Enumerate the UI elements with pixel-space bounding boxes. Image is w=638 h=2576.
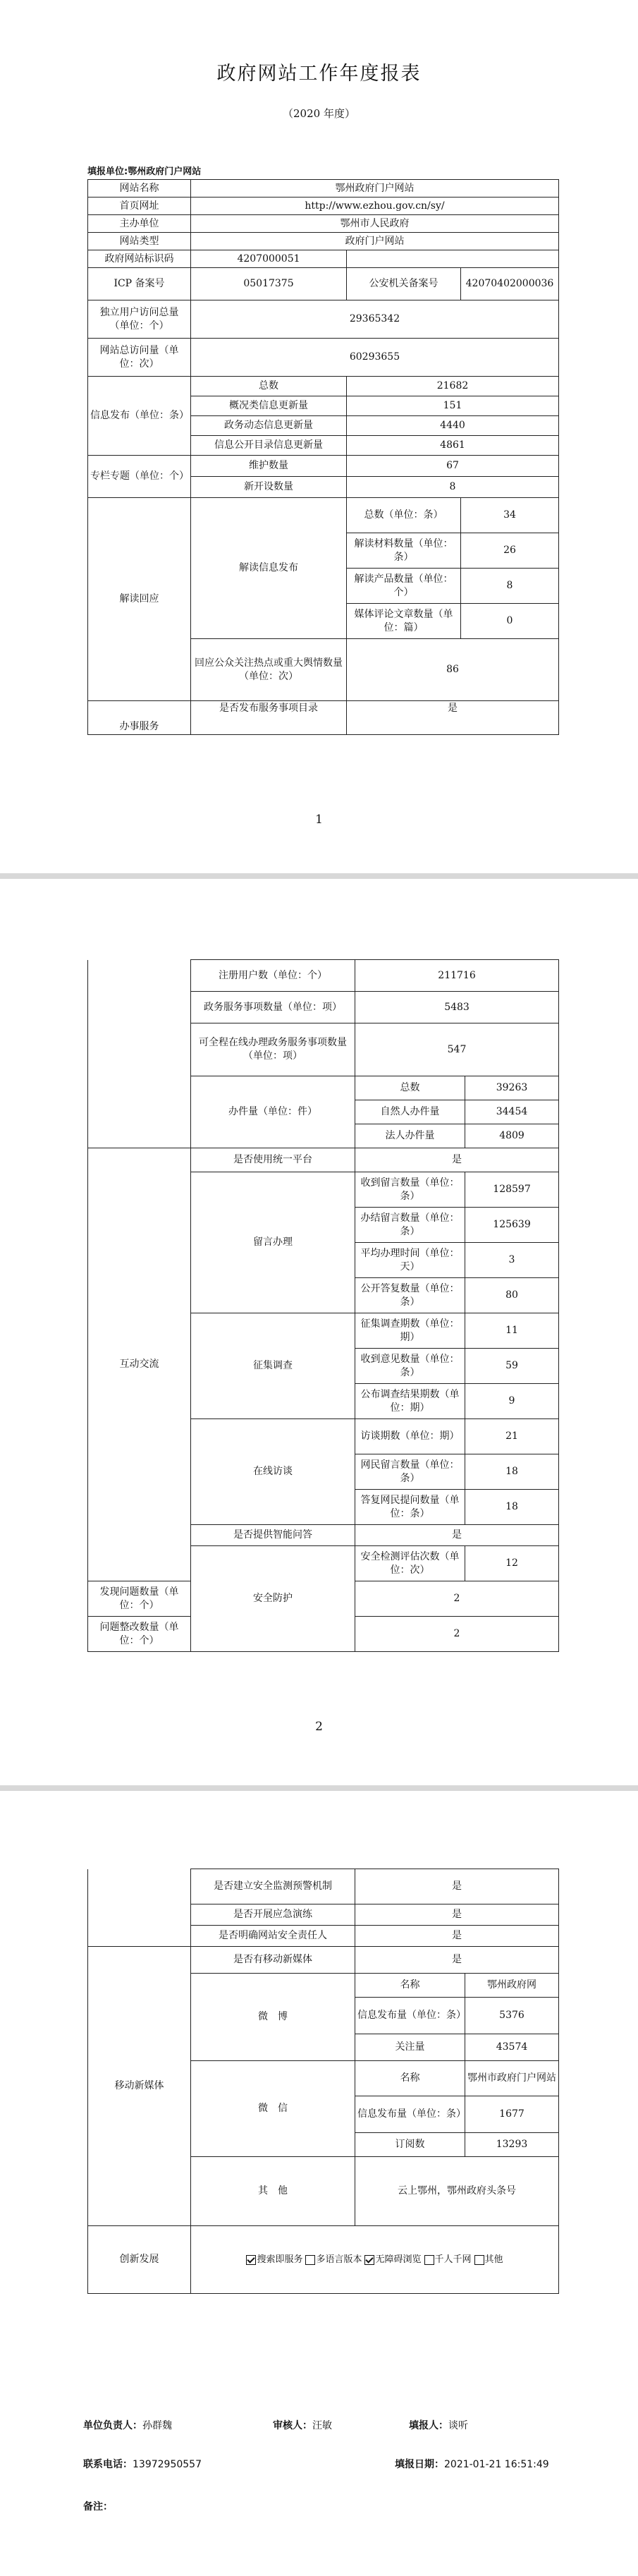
online-items-label: 可全程在线办理政务服务事项数量（单位：项） xyxy=(191,1023,355,1076)
security-media-table xyxy=(87,1869,559,2294)
mobile-media-label: 移动新媒体 xyxy=(88,1947,191,2226)
smart-qa-label: 是否提供智能问答 xyxy=(191,1525,355,1546)
interp-total-label: 总数（单位：条） xyxy=(347,498,461,533)
interview-msg-label: 网民留言数量（单位：条） xyxy=(355,1454,465,1490)
wechat-posts-value: 1677 xyxy=(465,2096,559,2133)
handled-person-value: 34454 xyxy=(465,1100,559,1124)
reg-users-label: 注册用户数（单位：个） xyxy=(191,960,355,992)
report-year: （2020 年度） xyxy=(283,107,355,120)
service-dir-label: 是否发布服务事项目录 xyxy=(191,701,347,735)
info-overview-value: 151 xyxy=(347,396,559,416)
info-news-label: 政务动态信息更新量 xyxy=(191,416,347,436)
msg-days-label: 平均办理时间（单位：天） xyxy=(355,1243,465,1278)
innovation-option-label: 搜索即服务 xyxy=(257,2254,303,2265)
innovation-label: 创新发展 xyxy=(88,2226,191,2294)
innovation-option xyxy=(474,2253,503,2266)
security-label: 安全防护 xyxy=(191,1546,355,1652)
interp-total-value: 34 xyxy=(461,498,559,533)
checked-checkbox-icon xyxy=(246,2255,256,2265)
sec-found-label: 发现问题数量（单位：个） xyxy=(88,1581,191,1617)
survey-opin-value: 59 xyxy=(465,1349,559,1384)
interp-product-label: 解读产品数量（单位：个） xyxy=(347,569,461,604)
innovation-option-label: 无障碍浏览 xyxy=(375,2254,422,2265)
site-code-value: 4207000051 xyxy=(191,250,347,268)
weibo-name-value: 鄂州政府网 xyxy=(465,1974,559,1998)
page-separator xyxy=(0,1785,638,1791)
service-dir-value: 是 xyxy=(347,701,559,735)
fill-date-value: 2021-01-21 16:51:49 xyxy=(444,2459,549,2470)
msg-recv-label: 收到留言数量（单位：条） xyxy=(355,1172,465,1208)
smart-qa-value: 是 xyxy=(355,1525,559,1546)
interview-msg-value: 18 xyxy=(465,1454,559,1490)
police-record-label: 公安机关备案号 xyxy=(347,268,461,300)
info-overview-label: 概况类信息更新量 xyxy=(191,396,347,416)
message-label: 留言办理 xyxy=(191,1172,355,1313)
icp-label: ICP 备案号 xyxy=(88,268,191,300)
site-type-label: 网站类型 xyxy=(88,233,191,250)
msg-pub-value: 80 xyxy=(465,1278,559,1313)
wechat-posts-label: 信息发布量（单位：条） xyxy=(355,2096,465,2133)
contact-phone-value: 13972950557 xyxy=(133,2459,202,2470)
survey-opin-label: 收到意见数量（单位：条） xyxy=(355,1349,465,1384)
service-interaction-table xyxy=(87,959,559,1652)
info-public-value: 4861 xyxy=(347,436,559,456)
handled-total-value: 39263 xyxy=(465,1076,559,1100)
monitor-value: 是 xyxy=(355,1869,559,1904)
wechat-label: 微 信 xyxy=(191,2061,355,2157)
interp-release-label: 解读信息发布 xyxy=(191,498,347,639)
handled-person-label: 自然人办件量 xyxy=(355,1100,465,1124)
survey-pub-label: 公布调查结果期数（单位：期） xyxy=(355,1384,465,1419)
responsible-value: 是 xyxy=(355,1926,559,1947)
checked-checkbox-icon xyxy=(364,2255,374,2265)
filler-value: 谈听 xyxy=(448,2420,468,2431)
drill-label: 是否开展应急演练 xyxy=(191,1904,355,1926)
survey-count-label: 征集调查期数（单位：期） xyxy=(355,1313,465,1349)
other-media-label: 其 他 xyxy=(191,2157,355,2226)
unit-head: 单位负责人：孙群魏 xyxy=(83,2420,172,2431)
innovation-option-label: 多语言版本 xyxy=(316,2254,362,2265)
site-type-value: 政府门户网站 xyxy=(191,233,559,250)
page-number-1: 1 xyxy=(315,813,323,827)
interpretation-label: 解读回应 xyxy=(88,498,191,701)
interp-material-label: 解读材料数量（单位：条） xyxy=(347,533,461,569)
msg-done-label: 办结留言数量（单位：条） xyxy=(355,1208,465,1243)
page-3 xyxy=(0,1791,638,2576)
wechat-subs-label: 订阅数 xyxy=(355,2133,465,2157)
weibo-posts-value: 5376 xyxy=(465,1998,559,2034)
reviewer: 审核人：汪敏 xyxy=(273,2420,332,2431)
innovation-option xyxy=(424,2253,472,2266)
service-label: 办事服务 xyxy=(88,701,191,735)
organizer-label: 主办单位 xyxy=(88,215,191,233)
msg-pub-label: 公开答复数量（单位：条） xyxy=(355,1278,465,1313)
reviewer-value: 汪敏 xyxy=(312,2420,332,2431)
report-title: 政府网站工作年度报表 xyxy=(216,63,422,85)
info-total-label: 总数 xyxy=(191,377,347,396)
column-maint-value: 67 xyxy=(347,456,559,477)
sec-fixed-value: 2 xyxy=(355,1617,559,1652)
interp-response-value: 86 xyxy=(347,639,559,701)
sec-eval-value: 12 xyxy=(465,1546,559,1581)
interaction-label: 互动交流 xyxy=(88,1148,191,1581)
contact-phone: 联系电话：13972950557 xyxy=(83,2459,202,2470)
weibo-label: 微 博 xyxy=(191,1974,355,2061)
survey-pub-value: 9 xyxy=(465,1384,559,1419)
weibo-fans-label: 关注量 xyxy=(355,2034,465,2061)
police-record-value: 42070402000036 xyxy=(461,268,559,300)
info-public-label: 信息公开目录信息更新量 xyxy=(191,436,347,456)
organizer-value: 鄂州市人民政府 xyxy=(191,215,559,233)
innovation-options xyxy=(191,2226,559,2294)
wechat-name-value: 鄂州市政府门户网站 xyxy=(465,2061,559,2096)
monitor-label: 是否建立安全监测预警机制 xyxy=(191,1869,355,1904)
interview-label: 在线访谈 xyxy=(191,1419,355,1525)
filler: 填报人：谈听 xyxy=(409,2420,468,2431)
interview-ans-value: 18 xyxy=(465,1490,559,1525)
column-new-label: 新开设数量 xyxy=(191,477,347,498)
homepage-value: http://www.ezhou.gov.cn/sy/ xyxy=(191,198,559,215)
handled-corp-label: 法人办件量 xyxy=(355,1124,465,1148)
items-value: 5483 xyxy=(355,992,559,1023)
unique-visitors-value: 29365342 xyxy=(191,300,559,339)
platform-value: 是 xyxy=(355,1148,559,1172)
unchecked-checkbox-icon xyxy=(424,2255,434,2265)
page-separator xyxy=(0,873,638,879)
msg-done-value: 125639 xyxy=(465,1208,559,1243)
sec-fixed-label: 问题整改数量（单位：个） xyxy=(88,1617,191,1652)
online-items-value: 547 xyxy=(355,1023,559,1076)
weibo-posts-label: 信息发布量（单位：条） xyxy=(355,1998,465,2034)
column-new-value: 8 xyxy=(347,477,559,498)
sec-found-value: 2 xyxy=(355,1581,559,1617)
unchecked-checkbox-icon xyxy=(305,2255,315,2265)
page-number-2: 2 xyxy=(315,1720,323,1734)
security-continued xyxy=(88,1869,191,1904)
interview-count-value: 21 xyxy=(465,1419,559,1454)
icp-value: 05017375 xyxy=(191,268,347,300)
interp-material-value: 26 xyxy=(461,533,559,569)
page-1 xyxy=(0,0,638,873)
mobile-has-label: 是否有移动新媒体 xyxy=(191,1947,355,1974)
interp-product-value: 8 xyxy=(461,569,559,604)
info-release-label: 信息发布（单位：条） xyxy=(88,377,191,456)
remark-label: 备注： xyxy=(83,2501,113,2513)
page-views-value: 60293655 xyxy=(191,339,559,377)
site-code-label: 政府网站标识码 xyxy=(88,250,191,268)
site-name-label: 网站名称 xyxy=(88,180,191,198)
unchecked-checkbox-icon xyxy=(474,2255,484,2265)
basic-info-table xyxy=(87,179,559,735)
handled-label: 办件量（单位：件） xyxy=(191,1076,355,1148)
innovation-option xyxy=(364,2253,421,2266)
interp-media-value: 0 xyxy=(461,604,559,639)
interp-media-label: 媒体评论文章数量（单位：篇） xyxy=(347,604,461,639)
mobile-has-value: 是 xyxy=(355,1947,559,1974)
handled-total-label: 总数 xyxy=(355,1076,465,1100)
page-views-label: 网站总访问量（单位：次） xyxy=(88,339,191,377)
filing-unit: 填报单位:鄂州政府门户网站 xyxy=(87,166,202,177)
unique-visitors-label: 独立用户访问总量（单位：个） xyxy=(88,300,191,339)
reg-users-value: 211716 xyxy=(355,960,559,992)
weibo-fans-value: 43574 xyxy=(465,2034,559,2061)
handled-corp-value: 4809 xyxy=(465,1124,559,1148)
fill-date: 填报日期：2021-01-21 16:51:49 xyxy=(395,2459,549,2470)
items-label: 政务服务事项数量（单位：项） xyxy=(191,992,355,1023)
responsible-label: 是否明确网站安全责任人 xyxy=(191,1926,355,1947)
wechat-subs-value: 13293 xyxy=(465,2133,559,2157)
drill-value: 是 xyxy=(355,1904,559,1926)
weibo-name-label: 名称 xyxy=(355,1974,465,1998)
platform-label: 是否使用统一平台 xyxy=(191,1148,355,1172)
interview-count-label: 访谈期数（单位：期） xyxy=(355,1419,465,1454)
survey-count-value: 11 xyxy=(465,1313,559,1349)
info-total-value: 21682 xyxy=(347,377,559,396)
sec-eval-label: 安全检测评估次数（单位：次） xyxy=(355,1546,465,1581)
info-news-value: 4440 xyxy=(347,416,559,436)
survey-label: 征集调查 xyxy=(191,1313,355,1419)
msg-days-value: 3 xyxy=(465,1243,559,1278)
wechat-name-label: 名称 xyxy=(355,2061,465,2096)
interview-ans-label: 答复网民提问数量（单位：条） xyxy=(355,1490,465,1525)
column-label: 专栏专题（单位：个） xyxy=(88,456,191,498)
site-name-value: 鄂州政府门户网站 xyxy=(191,180,559,198)
innovation-option xyxy=(246,2253,302,2266)
interp-response-label: 回应公众关注热点或重大舆情数量（单位：次） xyxy=(191,639,347,701)
unit-head-value: 孙群魏 xyxy=(142,2420,172,2431)
page-2 xyxy=(0,879,638,1785)
homepage-label: 首页网址 xyxy=(88,198,191,215)
innovation-option-label: 其他 xyxy=(484,2254,503,2265)
other-media-value: 云上鄂州，鄂州政府头条号 xyxy=(355,2157,559,2226)
service-continued xyxy=(88,960,191,992)
innovation-option-label: 千人千网 xyxy=(434,2254,472,2265)
msg-recv-value: 128597 xyxy=(465,1172,559,1208)
innovation-option xyxy=(305,2253,362,2266)
column-maint-label: 维护数量 xyxy=(191,456,347,477)
